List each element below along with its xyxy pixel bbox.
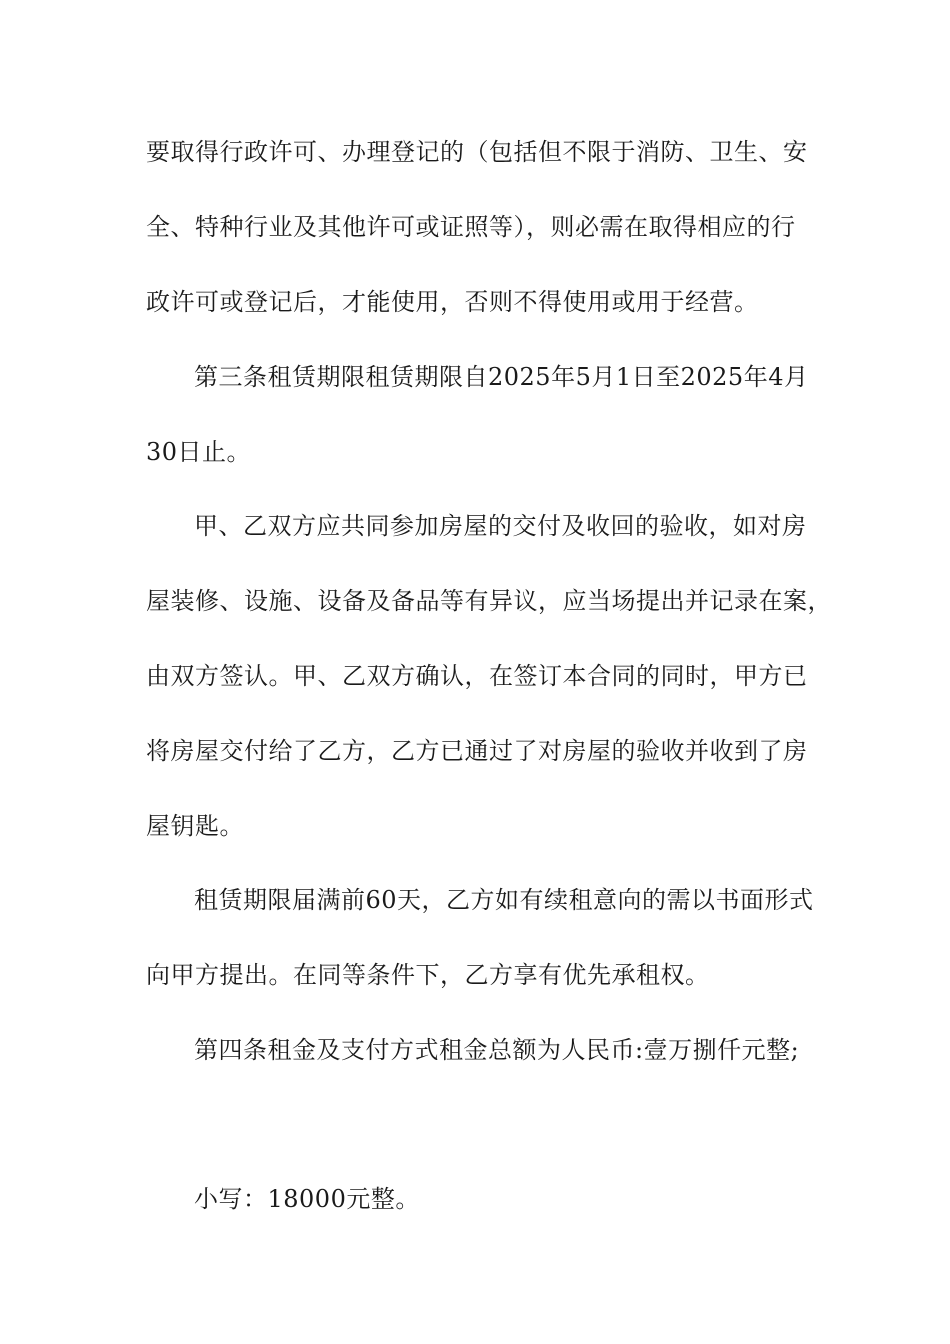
text-line: 30日止。 [146,438,252,466]
text-line: 要取得行政许可、办理登记的（包括但不限于消防、卫生、安 [146,138,808,166]
text-line: 将房屋交付给了乙方，乙方已通过了对房屋的验收并收到了房 [146,737,808,765]
text-line: 第三条租赁期限租赁期限自2025年5月1日至2025年4月 [194,363,809,391]
text-line: 政许可或登记后，才能使用，否则不得使用或用于经营。 [146,288,759,316]
text-line: 向甲方提出。在同等条件下，乙方享有优先承租权。 [146,961,710,989]
text-line: 第四条租金及支付方式租金总额为人民币:壹万捌仟元整; [194,1036,800,1064]
text-line: 屋钥匙。 [146,812,244,840]
text-line: 全、特种行业及其他许可或证照等），则必需在取得相应的行 [146,213,796,241]
text-line: 屋装修、设施、设备及备品等有异议，应当场提出并记录在案， [146,587,832,615]
text-line: 小写：18000元整。 [194,1185,420,1213]
text-line: 由双方签认。甲、乙双方确认，在签订本合同的同时，甲方已 [146,662,808,690]
text-line: 租赁期限届满前60天，乙方如有续租意向的需以书面形式 [194,886,814,914]
text-line: 甲、乙双方应共同参加房屋的交付及收回的验收，如对房 [194,512,807,540]
